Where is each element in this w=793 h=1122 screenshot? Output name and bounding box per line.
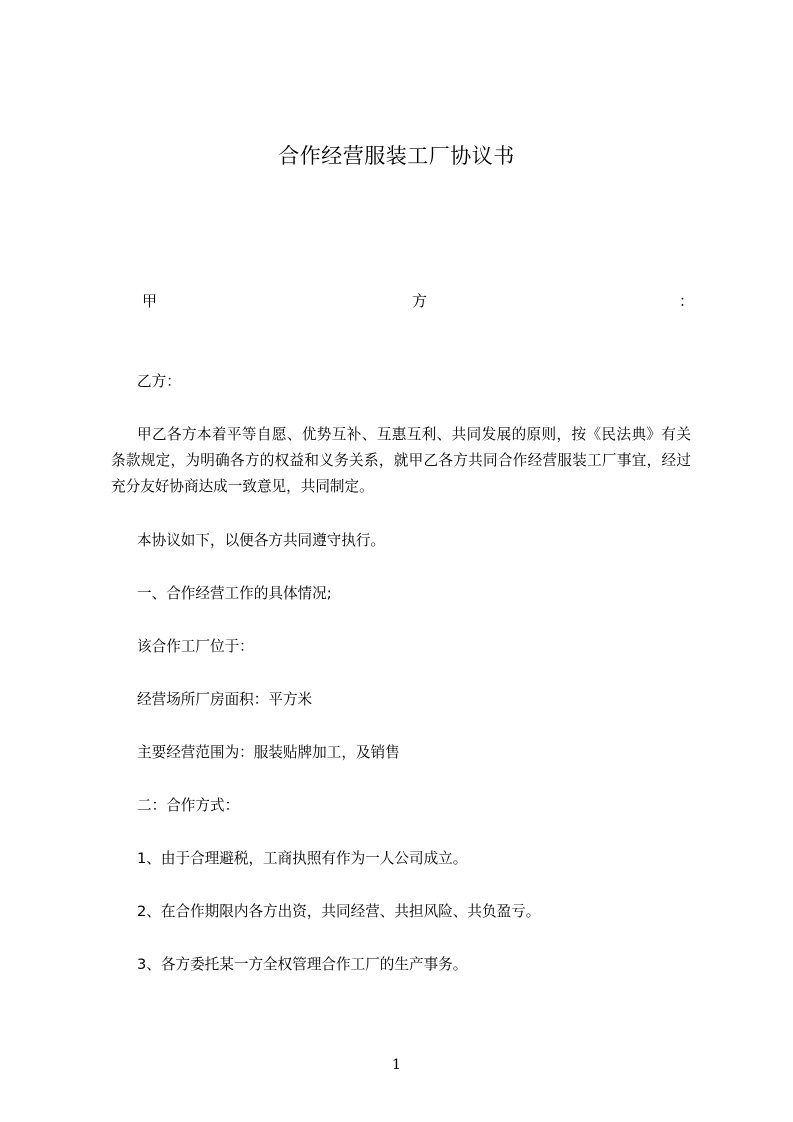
agreement-intro: 本协议如下，以便各方共同遵守执行。: [137, 532, 386, 549]
factory-location: 该合作工厂位于：: [137, 638, 254, 655]
party-a-char-fang: 方: [412, 292, 428, 310]
document-title: 合作经营服装工厂协议书: [278, 144, 515, 168]
section-two-heading: 二：合作方式：: [137, 797, 240, 814]
page-number: 1: [392, 1057, 401, 1073]
party-a-char-jia: 甲: [142, 292, 158, 310]
party-a-colon: ：: [678, 292, 694, 310]
party-a-line: [142, 288, 694, 314]
clause-2: 2、在合作期限内各方出资，共同经营、共担风险、共负盈亏。: [137, 903, 541, 920]
party-b-line: 乙方：: [137, 373, 181, 390]
business-scope: 主要经营范围为：服装贴牌加工，及销售: [137, 744, 400, 761]
section-one-heading: 一、合作经营工作的具体情况;: [137, 585, 332, 602]
factory-area: 经营场所厂房面积：平方米: [137, 691, 313, 708]
clause-3: 3、各方委托某一方全权管理合作工厂的生产事务。: [137, 956, 468, 973]
clause-1: 1、由于合理避税，工商执照有作为一人公司成立。: [137, 850, 468, 867]
preamble-paragraph: 甲乙各方本着平等自愿、优势互补、互惠互利、共同发展的原则，按《民法典》有关条款规定，为明确各方的权益和义务关系，就甲乙各方共同合作经营服装工厂事宜，经过充分友好协商达成一致意见，共同制定。: [111, 426, 691, 495]
